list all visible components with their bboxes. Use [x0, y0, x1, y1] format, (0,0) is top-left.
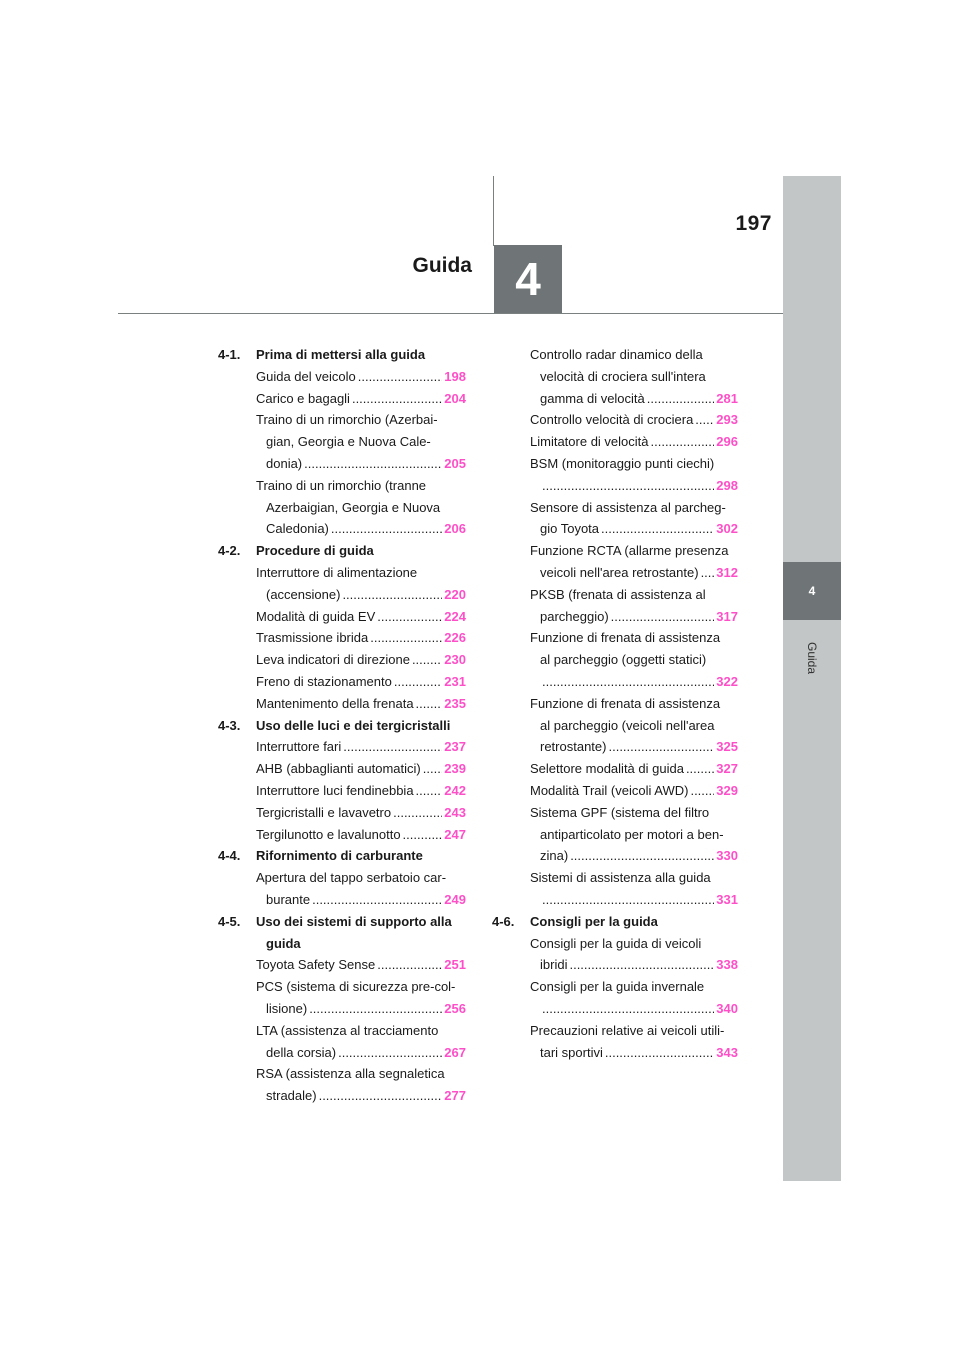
toc-entry-link[interactable]	[530, 1020, 738, 1064]
toc-page-number[interactable]: 298	[716, 477, 738, 493]
toc-page-number[interactable]: 343	[716, 1044, 738, 1060]
toc-entry-line: velocità di crociera sull'intera	[540, 368, 706, 384]
toc-entry-line: LTA (assistenza al tracciamento	[256, 1022, 439, 1038]
toc-entry-line: gio Toyota	[540, 521, 600, 537]
toc-entry-line: Interruttore di alimentazione	[256, 564, 418, 580]
toc-entry-link[interactable]	[530, 540, 738, 584]
toc-entry-link[interactable]	[530, 453, 738, 497]
toc-page-number[interactable]: 242	[444, 782, 466, 798]
toc-entry-last-line	[530, 475, 738, 497]
toc-entry-link[interactable]	[256, 693, 466, 715]
toc-dot-leader	[403, 824, 443, 846]
toc-entry-last-line	[530, 758, 738, 780]
toc-entry-link[interactable]	[256, 649, 466, 671]
toc-dot-leader	[701, 562, 715, 584]
toc-entry-line: Sistema GPF (sistema del filtro	[530, 804, 710, 820]
header-divider-horizontal	[118, 313, 783, 314]
toc-dot-leader	[605, 1042, 714, 1064]
toc-entry-line: Controllo radar dinamico della	[530, 347, 703, 362]
toc-entry-link[interactable]	[256, 388, 466, 410]
toc-entry-last-line	[530, 780, 738, 802]
toc-entry-last-line	[256, 518, 466, 540]
toc-section-title	[256, 540, 466, 562]
toc-entry-link[interactable]	[530, 409, 738, 431]
toc-entry-line: parcheggio)	[540, 608, 609, 624]
toc-entry-line: Toyota Safety Sense	[256, 957, 376, 973]
toc-section-heading	[218, 911, 466, 955]
toc-entry-line: Carico e bagagli	[256, 390, 350, 406]
toc-page-number[interactable]: 330	[716, 848, 738, 864]
toc-dot-leader	[358, 366, 443, 388]
toc-entry-link[interactable]	[256, 671, 466, 693]
toc-page-number[interactable]: 251	[444, 957, 466, 973]
toc-section-number: 4-2.	[218, 543, 241, 559]
toc-entry-line: Interruttore luci fendinebbia	[256, 782, 414, 798]
toc-section-title-line: guida	[266, 935, 301, 951]
toc-section-heading	[218, 845, 466, 867]
toc-page-number[interactable]: 249	[444, 891, 466, 907]
toc-dot-leader	[343, 736, 442, 758]
toc-section-number: 4-6.	[492, 913, 515, 929]
toc-page-number[interactable]: 237	[444, 739, 466, 755]
toc-section-title-line: Procedure di guida	[256, 543, 374, 559]
toc-entry-line: della corsia)	[266, 1044, 337, 1060]
toc-entry-link[interactable]	[530, 584, 738, 628]
toc-dot-leader	[331, 518, 442, 540]
toc-entry-link[interactable]	[530, 758, 738, 780]
toc-entry-line: PCS (sistema di sicurezza pre-col-	[256, 979, 456, 995]
toc-entry-line: burante	[266, 891, 311, 907]
toc-dot-leader	[412, 649, 442, 671]
toc-page-number[interactable]: 338	[716, 957, 738, 973]
toc-entry-last-line	[530, 431, 738, 453]
toc-entry-link[interactable]	[256, 824, 466, 846]
toc-entry-last-line	[530, 606, 738, 628]
toc-entry-line: lisione)	[266, 1000, 308, 1016]
toc-page-number[interactable]: 296	[716, 434, 738, 450]
toc-page-number[interactable]: 331	[716, 891, 738, 907]
toc-entry-line: Funzione di frenata di assistenza	[530, 695, 721, 711]
toc-page-number[interactable]: 204	[444, 390, 466, 406]
toc-entry-link[interactable]	[530, 431, 738, 453]
toc-entry-link[interactable]	[256, 867, 466, 911]
toc-dot-leader	[542, 889, 714, 911]
toc-entry-last-line	[256, 584, 466, 606]
toc-page-number[interactable]: 224	[444, 608, 466, 624]
toc-entry-line: Traino di un rimorchio (tranne	[256, 477, 427, 493]
toc-dot-leader	[423, 758, 443, 780]
toc-entry-line: zina)	[540, 848, 569, 864]
toc-page-number[interactable]: 231	[444, 673, 466, 689]
toc-section-number: 4-3.	[218, 717, 241, 733]
toc-entry-last-line	[530, 954, 738, 976]
toc-section-title-line: Prima di mettersi alla guida	[256, 347, 426, 362]
toc-entry-line: Caledonia)	[266, 521, 329, 537]
toc-page-number[interactable]: 230	[444, 652, 466, 668]
toc-dot-leader	[377, 606, 442, 628]
toc-entry-link[interactable]	[530, 497, 738, 541]
toc-entry-last-line	[256, 606, 466, 628]
toc-entry-line: antiparticolato per motori a ben-	[540, 826, 724, 842]
toc-entry-link[interactable]	[530, 976, 738, 1020]
toc-dot-leader	[377, 954, 442, 976]
toc-entry-last-line	[530, 518, 738, 540]
toc-dot-leader	[338, 1042, 442, 1064]
toc-entry-line: Tergilunotto e lavalunotto	[256, 826, 401, 842]
toc-section-title	[256, 845, 466, 867]
toc-entry-line: al parcheggio (veicoli nell'area	[540, 717, 715, 733]
toc-entry-link[interactable]	[256, 606, 466, 628]
toc-page-number[interactable]: 327	[716, 761, 738, 777]
toc-entry-line: PKSB (frenata di assistenza al	[530, 586, 706, 602]
toc-section-title	[256, 715, 466, 737]
toc-dot-leader	[690, 780, 714, 802]
toc-entry-line: Traino di un rimorchio (Azerbai-	[256, 412, 438, 428]
toc-entry-last-line	[256, 954, 466, 976]
toc-page-number[interactable]: 206	[444, 521, 466, 537]
toc-entry-last-line	[530, 998, 738, 1020]
toc-entry-last-line	[530, 889, 738, 911]
toc-entry-last-line	[256, 780, 466, 802]
toc-page-number[interactable]: 243	[444, 804, 466, 820]
toc-entry-line: al parcheggio (oggetti statici)	[540, 652, 707, 668]
toc-page-number[interactable]: 267	[444, 1044, 466, 1060]
toc-entry-last-line	[256, 802, 466, 824]
toc-entry-line: Interruttore fari	[256, 739, 342, 755]
toc-dot-leader	[312, 889, 442, 911]
toc-dot-leader	[309, 998, 442, 1020]
toc-entry-line: Leva indicatori di direzione	[256, 652, 410, 668]
toc-page-number[interactable]: 198	[444, 368, 466, 384]
toc-section-title-line: Rifornimento di carburante	[256, 848, 423, 864]
toc-section-title-line: Uso dei sistemi di supporto alla	[256, 913, 452, 929]
toc-entry-line: stradale)	[266, 1088, 317, 1104]
toc-entry-link[interactable]	[256, 976, 466, 1020]
toc-dot-leader	[370, 627, 442, 649]
toc-page-number[interactable]: 317	[716, 608, 738, 624]
toc-entry-last-line	[530, 562, 738, 584]
side-tab	[783, 176, 841, 1181]
toc-entry-line: Guida del veicolo	[256, 368, 356, 384]
toc-dot-leader	[394, 671, 442, 693]
toc-entry-link[interactable]	[530, 627, 738, 692]
toc-entry-last-line	[530, 736, 738, 758]
toc-entry-last-line	[530, 845, 738, 867]
toc-entry-line: Apertura del tappo serbatoio car-	[256, 870, 447, 886]
toc-entry-line: gian, Georgia e Nuova Cale-	[266, 434, 431, 450]
toc-entry-line: BSM (monitoraggio punti ciechi)	[530, 455, 715, 471]
toc-entry-line: gamma di velocità	[540, 390, 645, 406]
toc-entry-link[interactable]	[256, 736, 466, 758]
chapter-title: Guida	[412, 254, 472, 277]
toc-entry-link[interactable]	[530, 867, 738, 911]
header-divider-vertical	[493, 176, 494, 246]
toc-dot-leader	[542, 475, 714, 497]
toc-dot-leader	[647, 388, 715, 410]
toc-entry-line: AHB (abbaglianti automatici)	[256, 761, 421, 777]
toc-entry-link[interactable]	[256, 366, 466, 388]
toc-entry-line: Consigli per la guida invernale	[530, 979, 705, 995]
toc-section-title-line: Uso delle luci e dei tergicristalli	[256, 717, 451, 733]
toc-entry-line: Selettore modalità di guida	[530, 761, 684, 777]
toc-page-number[interactable]: 322	[716, 673, 738, 689]
toc-page-number[interactable]: 277	[444, 1088, 466, 1104]
toc-section-heading	[218, 344, 466, 366]
toc-dot-leader	[686, 758, 714, 780]
toc-entry-link[interactable]	[530, 802, 738, 867]
toc-entry-line: tari sportivi	[540, 1044, 603, 1060]
toc-column-right	[492, 344, 738, 1063]
toc-entry-line: Sistemi di assistenza alla guida	[530, 870, 711, 886]
toc-entry-link[interactable]	[256, 780, 466, 802]
toc-page-number[interactable]: 312	[716, 564, 738, 580]
toc-dot-leader	[352, 388, 442, 410]
toc-dot-leader	[608, 736, 714, 758]
toc-entry-link[interactable]	[530, 780, 738, 802]
page-number: 197	[735, 212, 772, 235]
toc-entry-link[interactable]	[530, 933, 738, 977]
toc-page-number[interactable]: 226	[444, 630, 466, 646]
toc-entry-last-line	[256, 758, 466, 780]
toc-page-number[interactable]: 247	[444, 826, 466, 842]
toc-entry-link[interactable]	[256, 1020, 466, 1064]
toc-entry-last-line	[256, 627, 466, 649]
side-tab-label: Guida	[805, 641, 819, 675]
toc-page-number[interactable]: 205	[444, 455, 466, 471]
toc-entry-link[interactable]	[256, 627, 466, 649]
toc-dot-leader	[611, 606, 715, 628]
toc-page-number[interactable]: 239	[444, 761, 466, 777]
toc-dot-leader	[416, 693, 443, 715]
toc-dot-leader	[393, 802, 442, 824]
toc-entry-link[interactable]	[256, 758, 466, 780]
toc-entry-line: Trasmissione ibrida	[256, 630, 369, 646]
toc-entry-last-line	[530, 1042, 738, 1064]
toc-entry-link[interactable]	[256, 562, 466, 606]
toc-dot-leader	[651, 431, 715, 453]
toc-dot-leader	[570, 845, 714, 867]
toc-dot-leader	[342, 584, 442, 606]
toc-page-number[interactable]: 235	[444, 695, 466, 711]
toc-entry-line: Mantenimento della frenata	[256, 695, 414, 711]
toc-dot-leader	[319, 1085, 443, 1107]
toc-entry-last-line	[256, 453, 466, 475]
toc-entry-line: RSA (assistenza alla segnaletica	[256, 1066, 445, 1082]
toc-entry-line: Funzione di frenata di assistenza	[530, 630, 721, 646]
toc-entry-line: Azerbaigian, Georgia e Nuova	[266, 499, 441, 515]
toc-section-number: 4-4.	[218, 848, 241, 864]
toc-entry-line: Tergicristalli e lavavetro	[256, 804, 392, 820]
toc-entry-last-line	[530, 671, 738, 693]
toc-entry-last-line	[530, 409, 738, 431]
toc-section-heading	[218, 540, 466, 562]
toc-entry-link[interactable]	[256, 409, 466, 474]
chapter-number-box: 4	[494, 245, 562, 313]
toc-dot-leader	[416, 780, 443, 802]
toc-dot-leader	[695, 409, 714, 431]
toc-column-left	[218, 344, 466, 1107]
toc-page-number[interactable]: 293	[716, 412, 738, 428]
toc-section-heading	[492, 911, 738, 933]
toc-entry-last-line	[256, 671, 466, 693]
toc-entry-line: Freno di stazionamento	[256, 673, 392, 689]
toc-entry-link[interactable]	[256, 802, 466, 824]
toc-page-number[interactable]: 329	[716, 782, 738, 798]
toc-entry-last-line	[530, 388, 738, 410]
toc-page-number[interactable]: 340	[716, 1000, 738, 1016]
toc-section-number: 4-1.	[218, 347, 241, 362]
toc-entry-last-line	[256, 649, 466, 671]
toc-entry-last-line	[256, 388, 466, 410]
toc-entry-link[interactable]	[256, 1063, 466, 1107]
side-tab-number[interactable]: 4	[783, 562, 841, 620]
toc-entry-line: Modalità di guida EV	[256, 608, 376, 624]
toc-entry-line: Limitatore di velocità	[530, 434, 649, 450]
toc-entry-last-line	[256, 889, 466, 911]
toc-entry-line: donia)	[266, 455, 303, 471]
toc-entry-line: Consigli per la guida di veicoli	[530, 935, 702, 951]
toc-dot-leader	[304, 453, 442, 475]
toc-section-heading	[218, 715, 466, 737]
toc-entry-last-line	[256, 366, 466, 388]
toc-page-number[interactable]: 281	[716, 390, 738, 406]
toc-section-title	[530, 911, 738, 933]
toc-entry-last-line	[256, 1085, 466, 1107]
toc-entry-line: veicoli nell'area retrostante)	[540, 564, 699, 580]
toc-dot-leader	[542, 671, 714, 693]
toc-entry-link[interactable]	[256, 954, 466, 976]
toc-dot-leader	[601, 518, 714, 540]
toc-page-number[interactable]: 325	[716, 739, 738, 755]
toc-entry-last-line	[256, 998, 466, 1020]
toc-entry-link[interactable]	[530, 693, 738, 758]
toc-entry-line: Precauzioni relative ai veicoli utili-	[530, 1022, 725, 1038]
toc-entry-last-line	[256, 1042, 466, 1064]
toc-entry-link[interactable]	[256, 475, 466, 540]
toc-entry-last-line	[256, 824, 466, 846]
toc-entry-line: ibridi	[540, 957, 568, 973]
toc-section-number: 4-5.	[218, 913, 241, 929]
toc-dot-leader	[542, 998, 714, 1020]
toc-entry-line: Modalità Trail (veicoli AWD)	[530, 782, 689, 798]
toc-entry-line: Funzione RCTA (allarme presenza	[530, 543, 729, 559]
toc-section-title	[256, 911, 466, 955]
toc-entry-last-line	[256, 736, 466, 758]
toc-section-title-line: Consigli per la guida	[530, 913, 658, 929]
toc-entry-line: retrostante)	[540, 739, 607, 755]
toc-page-number[interactable]: 302	[716, 521, 738, 537]
toc-page-number[interactable]: 220	[444, 586, 466, 602]
toc-entry-last-line	[256, 693, 466, 715]
toc-entry-line: (accensione)	[266, 586, 341, 602]
toc-entry-line: Controllo velocità di crociera	[530, 412, 694, 428]
toc-section-title	[256, 344, 466, 366]
toc-dot-leader	[569, 954, 714, 976]
toc-entry-link[interactable]	[530, 344, 738, 409]
toc-entry-line: Sensore di assistenza al parcheg-	[530, 499, 726, 515]
toc-page-number[interactable]: 256	[444, 1000, 466, 1016]
